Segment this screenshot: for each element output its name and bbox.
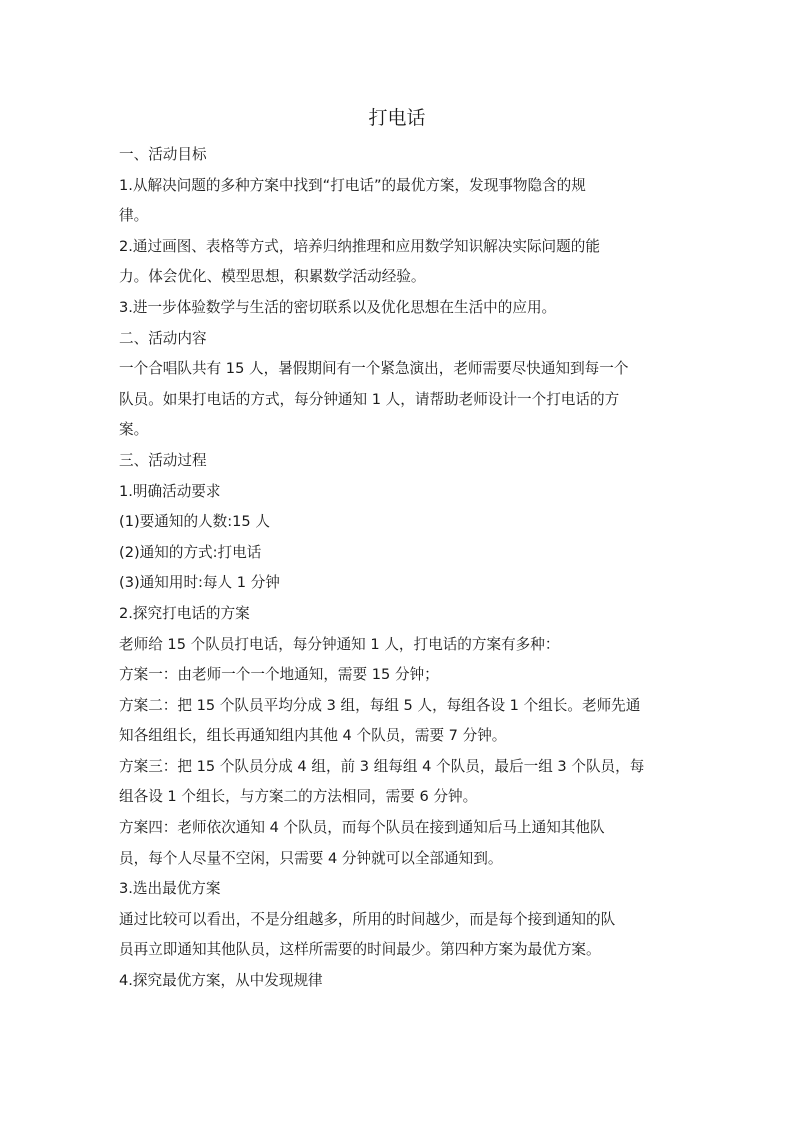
paragraph-line: 员再立即通知其他队员，这样所需要的时间最少。第四种方案为最优方案。 <box>119 941 601 959</box>
paragraph-line: 通过比较可以看出，不是分组越多，所用的时间越少，而是每个接到通知的队 <box>119 910 616 928</box>
paragraph-line: 队员。如果打电话的方式，每分钟通知 1 人，请帮助老师设计一个打电话的方 <box>119 390 620 408</box>
paragraph-line: 老师给 15 个队员打电话，每分钟通知 1 人，打电话的方案有多种： <box>119 635 560 653</box>
section-heading-process: 三、活动过程 <box>119 451 207 469</box>
paragraph-line: 2.通过画图、表格等方式，培养归纳推理和应用数学知识解决实际问题的能 <box>119 237 600 255</box>
paragraph-line: 方案一：由老师一个一个地通知，需要 15 分钟； <box>119 666 439 684</box>
subheading-line: 1.明确活动要求 <box>119 482 221 500</box>
paragraph-line: 组各设 1 个组长，与方案二的方法相同，需要 6 分钟。 <box>119 788 478 806</box>
section-heading-goals: 一、活动目标 <box>119 146 207 163</box>
subheading-line: 4.探究最优方案，从中发现规律 <box>119 972 323 990</box>
paragraph-line: 知各组组长，组长再通知组内其他 4 个队员，需要 7 分钟。 <box>119 727 507 745</box>
paragraph-line: 一个合唱队共有 15 人，暑假期间有一个紧急演出，老师需要尽快通知到每一个 <box>119 360 629 378</box>
section-heading-content: 二、活动内容 <box>119 329 207 347</box>
subheading-line: 3.选出最优方案 <box>119 880 221 898</box>
paragraph-line: 律。 <box>119 207 149 225</box>
document-title: 打电话 <box>368 107 426 129</box>
document-body <box>119 140 679 997</box>
subheading-line: 2.探究打电话的方案 <box>119 604 250 622</box>
paragraph-line: 3.进一步体验数学与生活的密切联系以及优化思想在生活中的应用。 <box>119 298 557 316</box>
paragraph-line: 力。体会优化、模型思想，积累数学活动经验。 <box>119 268 426 286</box>
paragraph-line: 案。 <box>119 421 149 439</box>
paragraph-line: 员，每个人尽量不空闲，只需要 4 分钟就可以全部通知到。 <box>119 849 503 867</box>
list-item: (3)通知用时:每人 1 分钟 <box>119 574 280 592</box>
list-item: (2)通知的方式:打电话 <box>119 543 262 561</box>
list-item: (1)要通知的人数:15 人 <box>119 513 270 531</box>
paragraph-line: 方案二：把 15 个队员平均分成 3 组，每组 5 人，每组各设 1 个组长。老师先通 <box>119 696 641 714</box>
paragraph-line: 1.从解决问题的多种方案中找到“打电话”的最优方案，发现事物隐含的规 <box>119 176 586 194</box>
paragraph-line: 方案三：把 15 个队员分成 4 组，前 3 组每组 4 个队员，最后一组 3 个队员，每 <box>119 757 645 775</box>
paragraph-line: 方案四：老师依次通知 4 个队员，而每个队员在接到通知后马上通知其他队 <box>119 819 605 837</box>
